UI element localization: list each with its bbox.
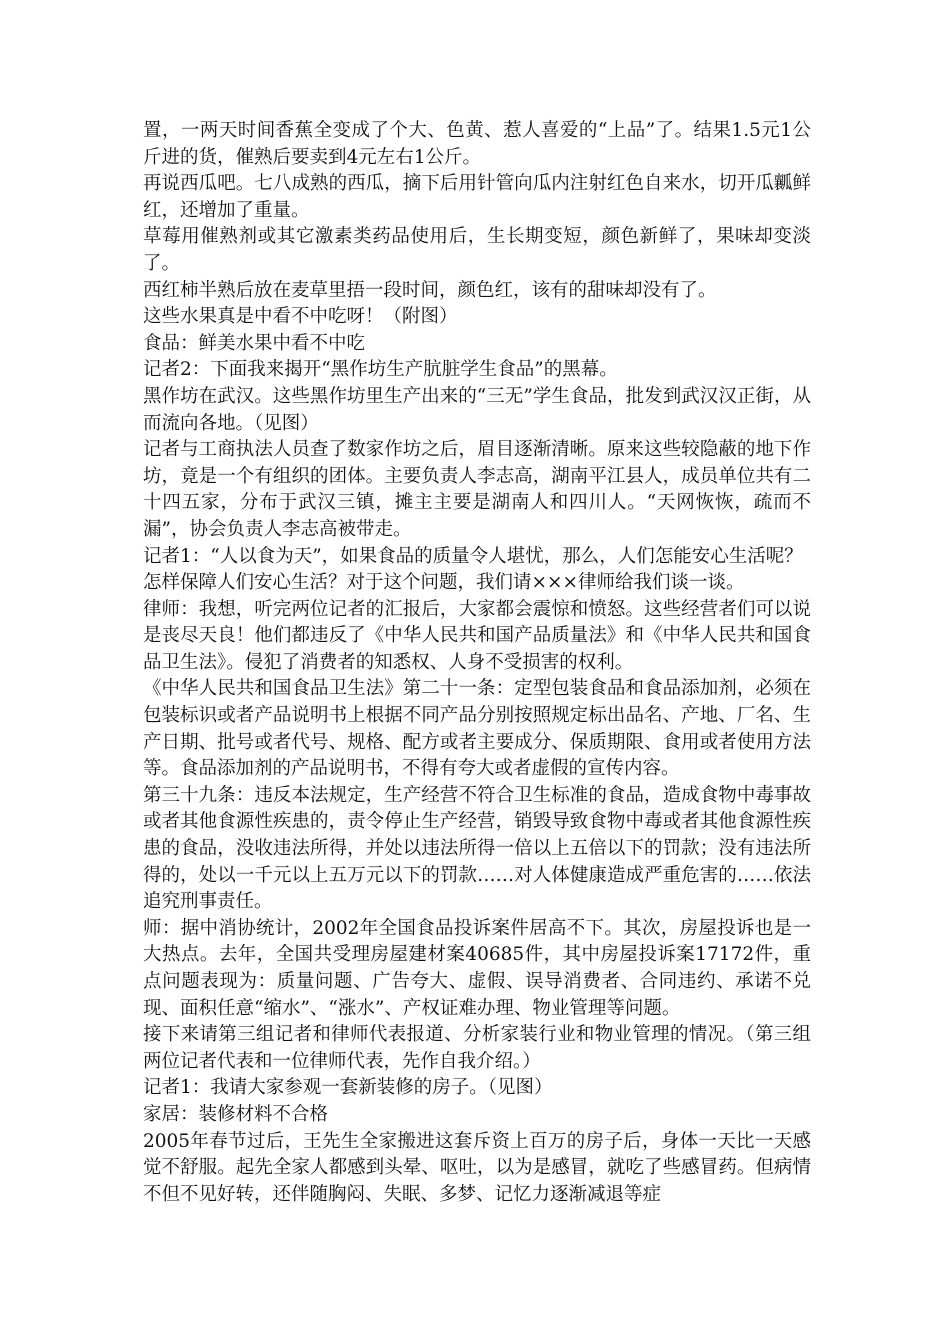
paragraph-tomato: 西红柿半熟后放在麦草里捂一段时间，颜色红，该有的甜味却没有了。 bbox=[143, 279, 717, 301]
paragraph-watermelon: 再说西瓜吧。七八成熟的西瓜，摘下后用针管向瓜内注射红色自来水，切开瓜瓤鲜红，还增加了重量。 bbox=[143, 173, 811, 221]
paragraph-food-caption: 食品：鲜美水果中看不中吃 bbox=[143, 332, 366, 354]
paragraph-wang-family: 2005年春节过后，王先生全家搬进这套斥资上百万的房子后，身体一天比一天感觉不舒服。起先全家人都感到头晕、呕吐，以为是感冒，就吃了些感冒药。但病情不但不见好转，还伴随胸闷、失眠、多梦、记忆力逐渐减退等症 bbox=[143, 1130, 811, 1205]
paragraph-reporter2-intro: 记者2：下面我来揭开“黑作坊生产肮脏学生食品”的黑幕。 bbox=[143, 359, 618, 381]
paragraph-fruit-summary: 这些水果真是中看不中吃呀！（附图） bbox=[143, 306, 458, 328]
paragraph-wuhan-workshop: 黑作坊在武汉。这些黑作坊里生产出来的“三无”学生食品，批发到武汉汉正街，从而流向各地。（见图） bbox=[143, 385, 811, 434]
paragraph-law-article-21: 《中华人民共和国食品卫生法》第二十一条：定型包装食品和食品添加剂，必须在包装标识或者产品说明书上根据不同产品分别按照规定标出品名、产地、厂名、生产日期、批号或者代号、规格、配方或者主要成分、保质期限、食用或者使用方法等。食品添加剂的产品说明书，不得有夸大或者虚假的宣传内容。 bbox=[143, 678, 811, 780]
document-body bbox=[143, 118, 811, 1208]
paragraph-lawyer-invite: 怎样保障人们安心生活？对于这个问题，我们请×××律师给我们谈一谈。 bbox=[143, 572, 745, 594]
paragraph-banana-ripening: 置，一两天时间香蕉全变成了个大、色黄、惹人喜爱的“上品”了。结果1.5元1公斤进的货，催熟后要卖到4元左右1公斤。 bbox=[143, 120, 811, 168]
paragraph-investigation: 记者与工商执法人员查了数家作坊之后，眉目逐渐清晰。原来这些较隐蔽的地下作坊，竟是一个有组织的团体。主要负责人李志高，湖南平江县人，成员单位共有二十四五家，分布于武汉三镇，摊主主要是湖南人和四川人。“天网恢恢，疏而不漏”，协会负责人李志高被带走。 bbox=[143, 439, 811, 540]
paragraph-complaint-statistics: 师：据中消协统计，2002年全国食品投诉案件居高不下。其次，房屋投诉也是一大热点。去年，全国共受理房屋建材案40685件，其中房屋投诉案17172件，重点问题表现为：质量问题、广告夸大、虚假、误导消费者、合同违约、承诺不兑现、面积任意“缩水”、“涨水”、产权证难办理、物业管理等问题。 bbox=[143, 917, 811, 1019]
paragraph-lawyer-response: 律师：我想，听完两位记者的汇报后，大家都会震惊和愤怒。这些经营者们可以说是丧尽天良！他们都违反了《中华人民共和国产品质量法》和《中华人民共和国食品卫生法》。侵犯了消费者的知悉权、人身不受损害的权利。 bbox=[143, 598, 811, 673]
paragraph-law-article-39: 第三十九条：违反本法规定，生产经营不符合卫生标准的食品，造成食物中毒事故或者其他食源性疾患的，责令停止生产经营，销毁导致食物中毒或者其他食源性疾患的食品，没收违法所得，并处以违法所得一倍以上五倍以下的罚款；没有违法所得的，处以一千元以上五万元以下的罚款……对人体健康造成严重危害的……依法追究刑事责任。 bbox=[143, 784, 811, 913]
paragraph-strawberry: 草莓用催熟剂或其它激素类药品使用后，生长期变短，颜色新鲜了，果味却变淡了。 bbox=[143, 226, 811, 274]
paragraph-reporter1-house: 记者1：我请大家参观一套新装修的房子。（见图） bbox=[143, 1077, 553, 1099]
paragraph-reporter1-question: 记者1：“人以食为天”，如果食品的质量令人堪忧，那么，人们怎能安心生活呢？ bbox=[143, 545, 803, 567]
paragraph-group3-intro: 接下来请第三组记者和律师代表报道、分析家装行业和物业管理的情况。（第三组两位记者代表和一位律师代表，先作自我介绍。） bbox=[143, 1024, 811, 1072]
paragraph-home-caption: 家居：装修材料不合格 bbox=[143, 1103, 329, 1125]
